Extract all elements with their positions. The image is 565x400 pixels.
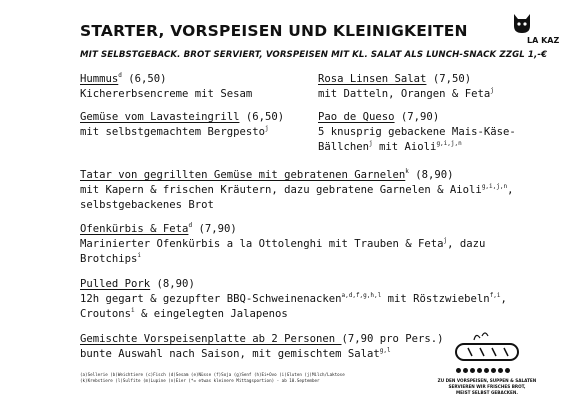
menu-item-ofenkuerbis [80,222,485,267]
allergen-code: a,d,f,g,h,l [341,292,382,299]
allergen-code: k [405,168,409,175]
item-name: Hummus [80,73,119,85]
item-description: mit Kapern & frischen Kräutern, dazu gebratene Garnelen & Aioli [80,184,482,196]
item-description: Bällchen [318,141,370,153]
item-description: & eingelegten Jalapenos [134,308,288,320]
page-subtitle: MIT SELBSTGEBACK. BROT SERVIERT, VORSPEISEN MIT KL. SALAT ALS LUNCH-SNACK ZZGL 1,-€ [80,50,548,60]
item-description: mit Aioli [372,141,437,153]
footnote-line: (a)Sellerie (b)Weichtiere (c)Fisch (d)Sesam (e)Nüsse (f)Soja (g)Senf (h)Ei+Ovo (i)Gluten (j)Milch/Laktose [80,372,345,377]
item-name: Rosa Linsen Salat [318,73,427,85]
allergen-code: g,i,j,n [481,183,508,190]
item-description: selbstgebackenes Brot [80,199,214,211]
allergen-code: j [369,140,373,147]
item-price: (7,90 pro Pers.) [341,333,444,345]
menu-item-vorspeisenplatte [80,332,444,362]
allergen-icon [491,368,496,373]
menu-item-hummus [80,72,252,102]
allergen-code: d [188,222,193,229]
page-title: STARTER, VORSPEISEN UND KLEINIGKEITEN [80,22,468,40]
allergen-code: g,i,j,n [436,140,462,147]
bread-note-line: ZU DEN VORSPEISEN, SUPPEN & SALATEN SERVIEREN WIR FRISCHES BROT, [437,378,537,389]
allergen-icon [477,368,482,373]
item-description: , [507,184,514,196]
allergen-code: d [118,72,122,79]
bread-note [427,378,547,396]
menu-item-pulled-pork [80,277,507,322]
item-description: , dazu [447,238,486,250]
logo-text: LA KAZ [527,36,560,45]
item-price: (8,90) [150,278,195,290]
allergen-code: j [264,125,269,132]
item-description: mit selbstgemachtem Bergpesto [80,126,265,138]
menu-item-tatar [80,168,514,213]
allergen-icon [484,368,489,373]
item-name: Ofenkürbis & Feta [80,223,189,235]
bread-note-line: MEIST SELBST GEBACKEN. [456,390,518,395]
item-price: (8,90) [408,169,454,181]
item-description: mit Röstzwiebeln [381,293,490,305]
allergen-code: j [490,87,494,94]
bread-icon [452,330,522,364]
allergen-icon [456,368,461,373]
allergen-code: g,l [379,347,391,354]
item-price: (7,50) [426,73,472,85]
cat-logo-icon [511,12,533,36]
item-description: Brotchips [80,253,138,265]
item-description: bunte Auswahl nach Saison, mit gemischtem Salat [80,348,380,360]
allergen-code: f,i [489,292,501,299]
item-price: (7,90) [394,111,440,123]
item-name: Pulled Pork [80,278,151,290]
item-price: (6,50) [121,73,167,85]
allergen-icon [498,368,503,373]
allergen-code: i [137,252,142,259]
allergen-code: j [443,237,448,244]
item-name: Pao de Queso [318,111,395,123]
menu-item-rosa-linsen-salat [318,72,494,102]
allergen-icon [505,368,510,373]
item-description: Kichererbsencreme mit Sesam [80,88,253,100]
item-description: Croutons [80,308,132,320]
item-description: 5 knusprig gebackene Mais-Käse- [318,126,516,138]
item-name: Gemüse vom Lavasteingrill [80,111,240,123]
allergen-icon [463,368,468,373]
allergen-icon [470,368,475,373]
allergen-icons [456,368,510,373]
item-price: (7,90) [192,223,237,235]
allergen-code: i [131,307,135,314]
menu-item-gemuese-lavasteingrill [80,110,284,140]
item-description: 12h gegart & gezupfter BBQ-Schweinenacken [80,293,342,305]
menu-item-pao-de-queso [318,110,516,155]
item-name: Gemischte Vorspeisenplatte ab 2 Personen [80,333,342,345]
item-description: , [500,293,507,305]
item-description: Marinierter Ofenkürbis a la Ottolenghi mit Trauben & Feta [80,238,444,250]
allergen-footnotes [80,372,345,384]
item-name: Tatar von gegrillten Gemüse mit gebratenen Garnelen [80,169,406,181]
item-price: (6,50) [239,111,285,123]
footnote-line: (k)Krebstiere (l)Sulfite (m)Lupine (n)Eier (*= etwas kleinere Mittagsportion) - ab 10.September [80,378,320,383]
item-description: mit Datteln, Orangen & Feta [318,88,491,100]
